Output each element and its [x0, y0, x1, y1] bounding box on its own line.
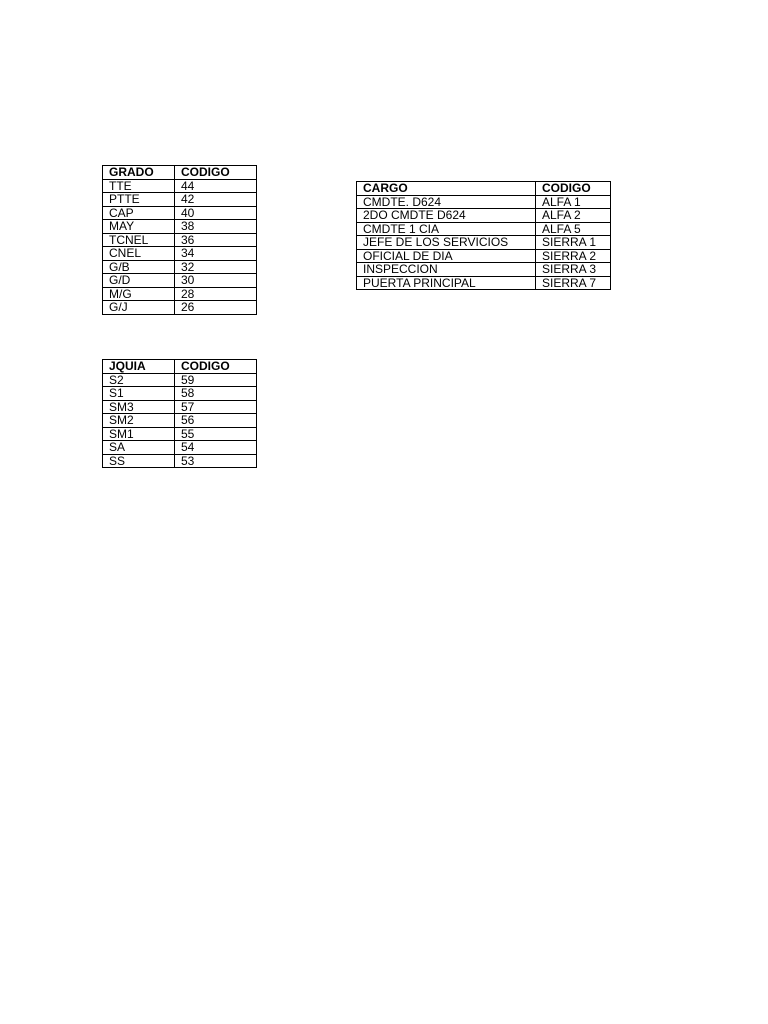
table-cell-label: OFICIAL DE DIA — [357, 249, 536, 263]
table-cell-code: 58 — [175, 387, 257, 401]
table-row — [103, 179, 257, 193]
table-cell-code: 38 — [175, 220, 257, 234]
table-cell-label: TCNEL — [103, 233, 175, 247]
table-cell-label: SS — [103, 454, 175, 468]
table-cell-code: 28 — [175, 287, 257, 301]
table-cell-label: S2 — [103, 373, 175, 387]
table-cell-code: ALFA 1 — [536, 195, 611, 209]
column-header-codigo: CODIGO — [175, 360, 257, 374]
table-cell-label: G/B — [103, 260, 175, 274]
table-cell-label: SM2 — [103, 414, 175, 428]
table-cell-label: SM1 — [103, 427, 175, 441]
table-row — [357, 263, 611, 277]
table-cell-label: PTTE — [103, 193, 175, 207]
table-row — [103, 247, 257, 261]
table-cell-label: G/J — [103, 301, 175, 315]
table-cell-code: 36 — [175, 233, 257, 247]
table-cell-code: 54 — [175, 441, 257, 455]
table-row — [103, 400, 257, 414]
table-cell-code: SIERRA 7 — [536, 276, 611, 290]
table-row — [357, 209, 611, 223]
table-row — [103, 287, 257, 301]
table-cell-label: 2DO CMDTE D624 — [357, 209, 536, 223]
table-cell-label: INSPECCION — [357, 263, 536, 277]
table-cell-code: 34 — [175, 247, 257, 261]
jquia-table — [102, 359, 257, 468]
table-row — [103, 220, 257, 234]
table-cell-label: G/D — [103, 274, 175, 288]
table-row — [357, 195, 611, 209]
column-header-codigo: CODIGO — [536, 182, 611, 196]
table-cell-label: JEFE DE LOS SERVICIOS — [357, 236, 536, 250]
table-cell-code: 44 — [175, 179, 257, 193]
table-row — [103, 301, 257, 315]
table-cell-label: CMDTE. D624 — [357, 195, 536, 209]
table-cell-code: 26 — [175, 301, 257, 315]
table-row — [103, 427, 257, 441]
table-row — [357, 276, 611, 290]
table-cell-code: 53 — [175, 454, 257, 468]
table-cell-code: ALFA 5 — [536, 222, 611, 236]
cargo-table — [356, 181, 611, 290]
table-cell-label: CAP — [103, 206, 175, 220]
table-row — [103, 387, 257, 401]
table-header-row — [357, 182, 611, 196]
table-row — [103, 373, 257, 387]
table-row — [103, 193, 257, 207]
column-header-grado: GRADO — [103, 166, 175, 180]
table-header-row — [103, 360, 257, 374]
table-cell-code: 55 — [175, 427, 257, 441]
table-cell-label: PUERTA PRINCIPAL — [357, 276, 536, 290]
column-header-codigo: CODIGO — [175, 166, 257, 180]
table-cell-label: CMDTE 1 CIA — [357, 222, 536, 236]
table-cell-code: SIERRA 1 — [536, 236, 611, 250]
table-row — [357, 236, 611, 250]
table-row — [103, 414, 257, 428]
table-row — [103, 274, 257, 288]
table-cell-label: MAY — [103, 220, 175, 234]
table-cell-label: TTE — [103, 179, 175, 193]
column-header-cargo: CARGO — [357, 182, 536, 196]
table-header-row — [103, 166, 257, 180]
table-cell-code: ALFA 2 — [536, 209, 611, 223]
table-cell-code: 56 — [175, 414, 257, 428]
table-cell-code: 42 — [175, 193, 257, 207]
table-cell-label: S1 — [103, 387, 175, 401]
table-cell-code: 59 — [175, 373, 257, 387]
table-row — [357, 222, 611, 236]
table-cell-label: CNEL — [103, 247, 175, 261]
table-row — [103, 454, 257, 468]
table-cell-code: SIERRA 3 — [536, 263, 611, 277]
table-cell-code: 57 — [175, 400, 257, 414]
table-cell-code: 40 — [175, 206, 257, 220]
table-cell-label: SA — [103, 441, 175, 455]
table-cell-code: 30 — [175, 274, 257, 288]
table-cell-label: SM3 — [103, 400, 175, 414]
table-row — [103, 206, 257, 220]
table-cell-code: 32 — [175, 260, 257, 274]
table-cell-code: SIERRA 2 — [536, 249, 611, 263]
table-cell-label: M/G — [103, 287, 175, 301]
table-row — [103, 233, 257, 247]
table-row — [103, 260, 257, 274]
column-header-jquia: JQUIA — [103, 360, 175, 374]
grado-table — [102, 165, 257, 315]
table-row — [103, 441, 257, 455]
table-row — [357, 249, 611, 263]
